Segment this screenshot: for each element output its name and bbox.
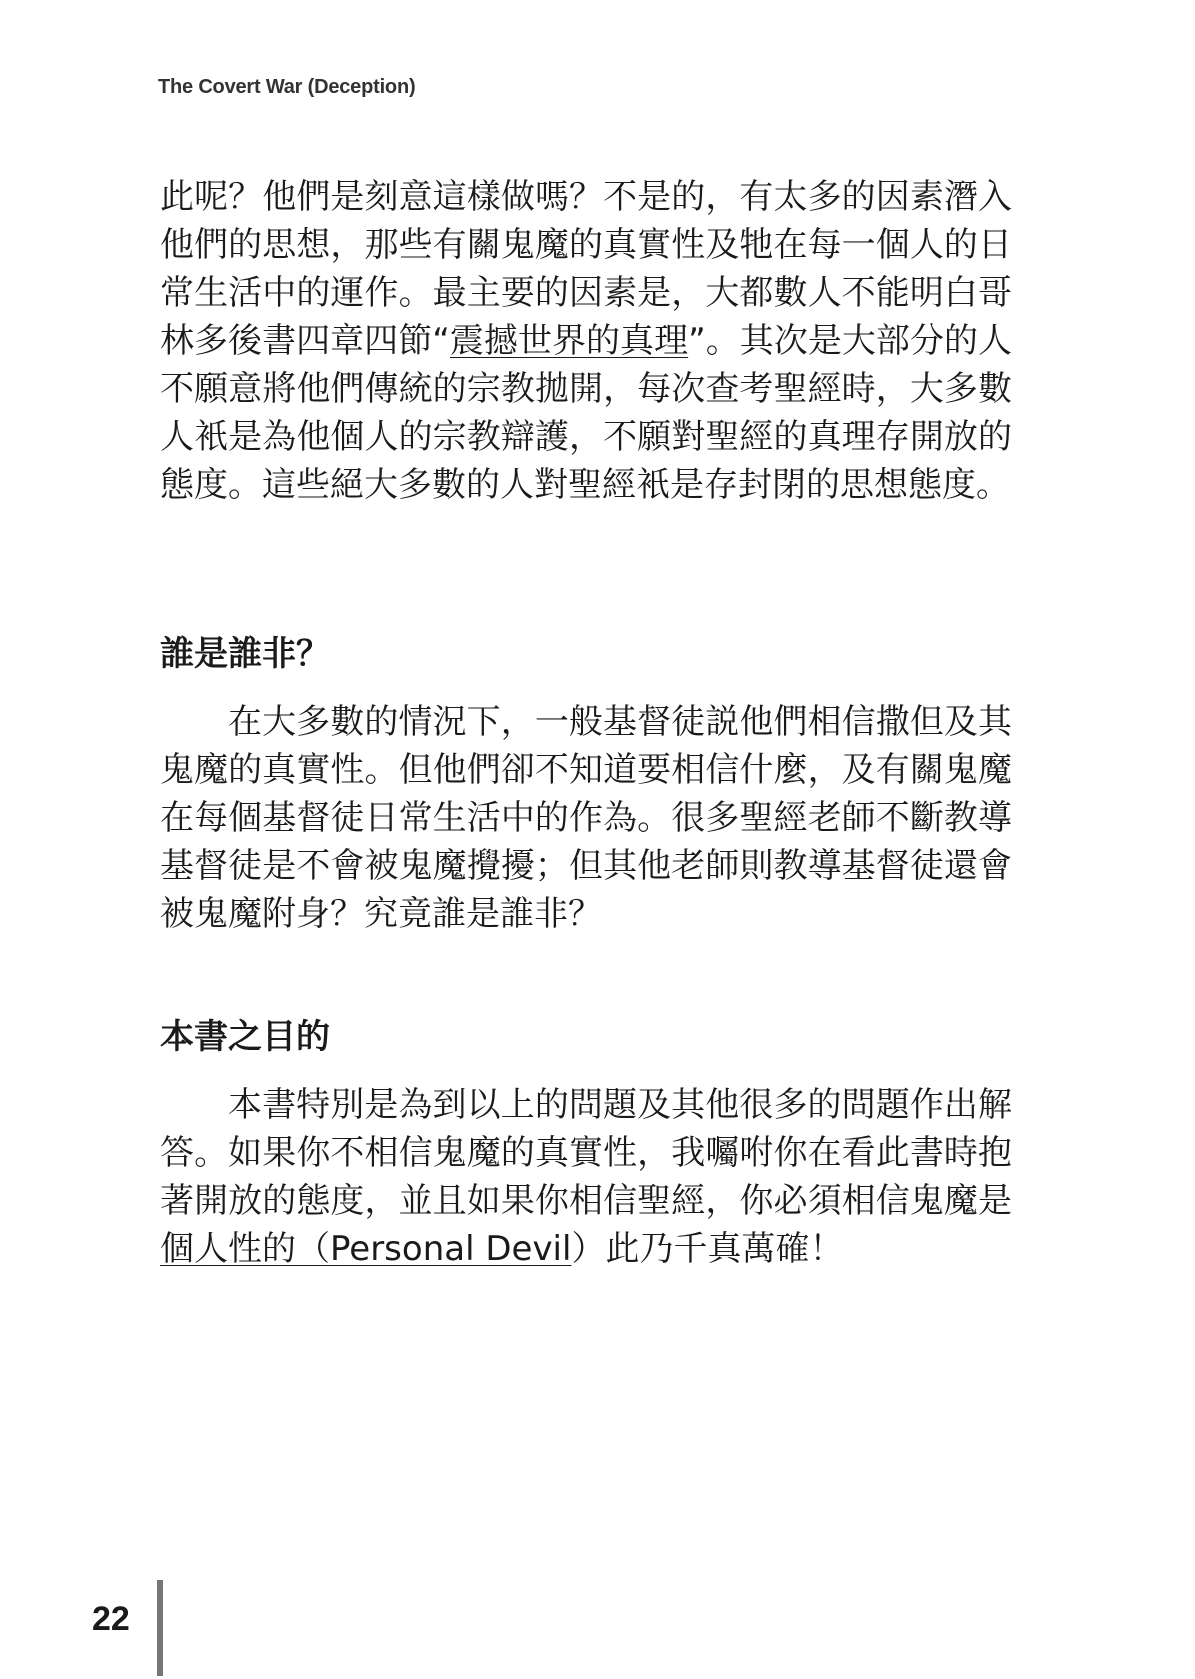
section-paragraph: [160, 1081, 1012, 1273]
paragraph-text: 。其次是大部分的人不願意將他們傳統的宗教拋開，每次查考聖經時，大多數人衹是為他個人的宗教辯護，不願對聖經的真理存開放的態度。這些絕大多數的人對聖經衹是存封閉的思想態度。: [160, 321, 1013, 505]
paragraph-text: ）此乃千真萬確！: [571, 1229, 844, 1269]
quoted-phrase: 震撼世界的真理: [449, 321, 689, 361]
section-heading-who-is-right: 誰是誰非？: [160, 634, 330, 674]
section-heading-purpose: 本書之目的: [160, 1017, 330, 1057]
paragraph-text: 此呢？他們是刻意這樣做嗎？不是的，有太多的因素潛入他們的思想，那些有關鬼魔的真實性及牠在每一個人的日常生活中的運作。最主要的因素是，大都數人不能明白哥林多後書四章四節: [160, 177, 1012, 361]
paragraph-text: 本書特別是為到以上的問題及其他很多的問題作出解答。如果你不相信鬼魔的真實性，我囑咐你在看此書時抱著開放的態度，並且如果你相信聖經，你必須相信鬼魔是: [160, 1085, 1012, 1221]
underlined-term: 個人性的（Personal Devil: [160, 1229, 572, 1269]
quote-open-mark: “: [432, 321, 450, 361]
running-header-title: The Covert War (Deception): [158, 76, 416, 98]
page-number-divider: [157, 1580, 163, 1676]
paragraph-continued: [160, 173, 1012, 509]
quote-close-mark: ”: [688, 321, 706, 361]
section-paragraph: 在大多數的情況下，一般基督徒説他們相信撒但及其鬼魔的真實性。但他們卻不知道要相信什麼，及有關鬼魔在每個基督徒日常生活中的作為。很多聖經老師不斷教導基督徒是不會被鬼魔攪擾；但其他老師則教導基督徒還會被鬼魔附身？究竟誰是誰非？: [160, 702, 1012, 934]
page-number: 22: [92, 1600, 130, 1638]
